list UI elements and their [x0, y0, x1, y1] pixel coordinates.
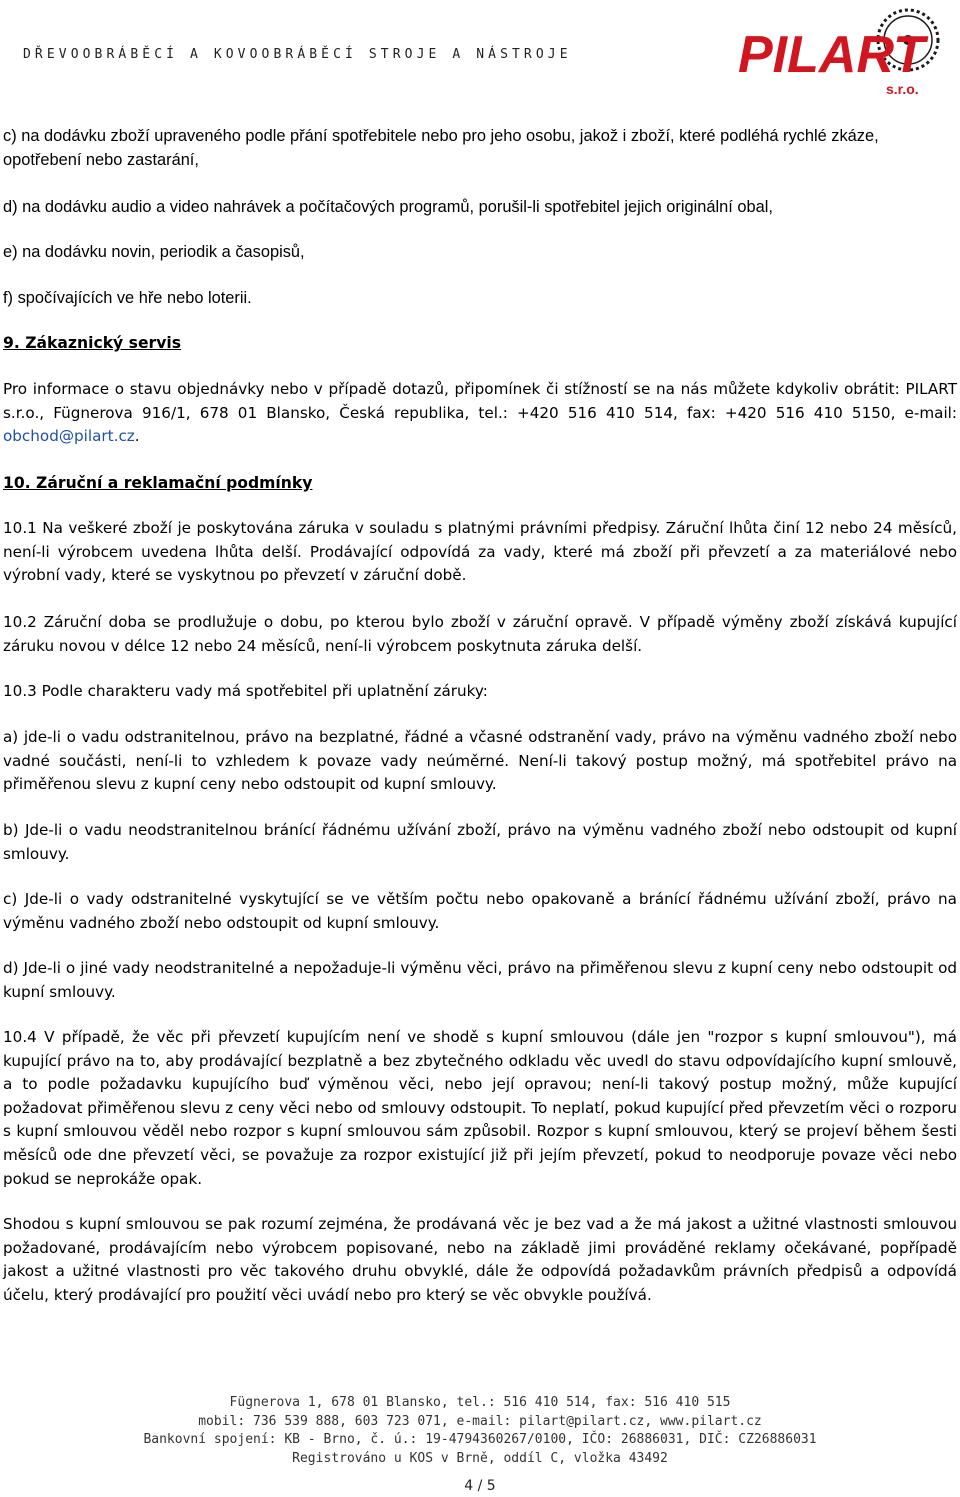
para-10-3-b: b) Jde-li o vadu neodstranitelnou bránící řádnému užívání zboží, právo na výměnu vadného zboží nebo odstoupit od kupní smlouvy. — [3, 821, 957, 863]
section9-body: Pro informace o stavu objednávky nebo v případě dotazů, připomínek či stížností se na nás můžete kdykoliv obrátit: PILART s.r.o., Fügnerova 916/1, 678 01 Blansko, Česká republika, tel.: +420 516 410 514, fax: +420 516 410 5150, e-mail: — [3, 380, 957, 422]
pilart-logo — [736, 4, 950, 100]
para-10-1: 10.1 Na veškeré zboží je poskytována záruka v souladu s platnými právními předpisy. Záruční lhůta činí 12 nebo 24 měsíců, není-li výrobcem uvedena lhůta delší. Prodávající odpovídá za vady, které má zboží při převzetí a za materiálové nebo výrobní vady, které se vyskytnou po převzetí v záruční době. — [3, 519, 957, 585]
footer-bank: Bankovní spojení: KB - Brno, č. ú.: 19-4794360267/0100, IČO: 26886031, DIČ: CZ26886031 — [143, 1432, 817, 1447]
para-10-2: 10.2 Záruční doba se prodlužuje o dobu, po kterou bylo zboží v záruční opravě. V případě výměny zboží získává kupující záruku novou v délce 12 nebo 24 měsíců, není-li výrobcem poskytnuta záruka delší. — [3, 613, 957, 655]
section9-heading: 9. Zákaznický servis — [3, 334, 181, 352]
footer — [0, 1394, 960, 1468]
item-f: f) spočívajících ve hře nebo loterii. — [3, 289, 252, 307]
footer-address: Fügnerova 1, 678 01 Blansko, tel.: 516 410 514, fax: 516 410 515 — [229, 1395, 731, 1410]
para-10-4: 10.4 V případě, že věc při převzetí kupujícím není ve shodě s kupní smlouvou (dále jen "rozpor s kupní smlouvou"), má kupující právo na to, aby prodávající bezplatně a bez zbytečného odkladu věc uvedl do stavu odpovídajícího kupní smlouvě, a to podle požadavku kupujícího buď výměnou věci, nebo její opravou; není-li takový postup možný, může kupující požadovat přiměřenou slevu z ceny věci nebo od smlouvy odstoupit. To neplatí, pokud kupující před převzetím věci o rozporu s kupní smlouvou věděl nebo rozpor s kupní smlouvou sám způsobil. Rozpor s kupní smlouvou, který se projeví během šesti měsíců ode dne převzetí věci, se považuje za rozpor existující již při jejím převzetí, pokud to neodporuje povaze věci nebo pokud se neprokáže opak. — [3, 1028, 957, 1188]
para-10-3-a: a) jde-li o vadu odstranitelnou, právo na bezplatné, řádné a včasné odstranění vady, právo na výměnu vadného zboží nebo vadné součásti, není-li to vzhledem k povaze vady neúměrné. Není-li takový postup možný, má spotřebitel právo na přiměřenou slevu z kupní ceny nebo odstoupit od kupní smlouvy. — [3, 728, 957, 794]
item-c: c) na dodávku zboží upraveného podle přání spotřebitele nebo pro jeho osobu, jakož i zboží, které podléhá rychlé zkáze, opotřebení nebo zastarání, — [3, 127, 879, 169]
logo-subtext: s.r.o. — [886, 81, 919, 97]
footer-contact: mobil: 736 539 888, 603 723 071, e-mail: pilart@pilart.cz, www.pilart.cz — [198, 1413, 762, 1429]
para-conformity: Shodou s kupní smlouvou se pak rozumí zejména, že prodávaná věc je bez vad a že má jakost a užitné vlastnosti smlouvou požadované, prodávajícím nebo výrobcem popisované, nebo na základě jimi prováděné reklamy očekávané, popřípadě jakost a užitné vlastnosti pro věc takového druhu obvyklé, dále že odpovídá požadavkům právních předpisů a odpovídá účelu, který prodávající pro použití věci uvádí nebo pro který se věc obvykle používá. — [3, 1215, 957, 1304]
page-number: 4 / 5 — [464, 1478, 496, 1494]
section9-text — [3, 378, 957, 449]
para-10-3: 10.3 Podle charakteru vady má spotřebitel při uplatnění záruky: — [3, 682, 488, 700]
item-e: e) na dodávku novin, periodik a časopisů, — [3, 243, 305, 261]
footer-registration: Registrováno u KOS v Brně, oddíl C, vložka 43492 — [292, 1450, 668, 1466]
logo-text: PILART — [738, 26, 925, 84]
para-10-3-d: d) Jde-li o jiné vady neodstranitelné a nepožaduje-li výměnu věci, právo na přiměřenou slevu z kupní ceny nebo odstoupit od kupní smlouvy. — [3, 959, 957, 1001]
section9-end: . — [134, 427, 140, 446]
email-link[interactable]: obchod@pilart.cz — [3, 427, 135, 446]
para-10-3-c: c) Jde-li o vady odstranitelné vyskytující se ve větším počtu nebo opakovaně a bránící řádnému užívání zboží, právo na výměnu vadného zboží nebo odstoupit od kupní smlouvy. — [3, 890, 957, 932]
section10-heading: 10. Záruční a reklamační podmínky — [3, 474, 313, 492]
item-d: d) na dodávku audio a video nahrávek a počítačových programů, porušil-li spotřebitel jejich originální obal, — [3, 198, 773, 216]
header-tagline: DŘEVOOBRÁBĚCÍ A KOVOOBRÁBĚCÍ STROJE A NÁSTROJE — [23, 47, 572, 62]
